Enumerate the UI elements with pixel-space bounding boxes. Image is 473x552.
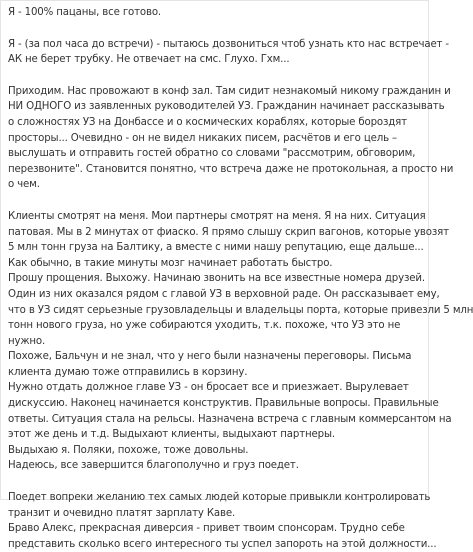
post-text-line: ответы. Ситуация стала на рельсы. Назначена встреча с главным коммерсантом на <box>8 413 452 425</box>
post-text-line: 5 млн тонн груза на Балтику, а вместе с ними нашу репутацию, еще дальше... <box>8 242 424 254</box>
post-paragraph <box>8 5 426 21</box>
post-text-line: НИ ОДНОГО из заявленных руководителей УЗ. Гражданин начинает рассказывать <box>8 101 445 113</box>
post-text-line: патовая. Мы в 2 минутах от фиаско. Я прямо слышу скрип вагонов, которые увозят <box>8 226 449 238</box>
post-paragraph <box>8 84 454 193</box>
post-text-line: дискуссию. Наконец начинается конструктив. Правильные вопросы. Правильные <box>8 398 439 410</box>
post-text-line: Поедет вопреки желанию тех самых людей которые привыкли контролировать <box>8 492 431 504</box>
post-text-line: транзит и очевидно платят зарплату Каве. <box>8 507 236 519</box>
post-text-line: АК не берет трубку. Не отвечает на смс. Глухо. Гхм... <box>8 54 290 66</box>
post-text-line: этот же день и т.д. Выдыхают клиенты, выдыхают партнеры. <box>8 429 335 441</box>
post-text-line: выслушать и отправить гостей обратно со словами "рассмотрим, обговорим, <box>8 148 416 160</box>
post-text-line: нужно. <box>8 335 46 347</box>
post-text-line: представить сколько всего интересного ты успел запороть на этой должности... <box>8 538 437 550</box>
post-text-line: Приходим. Нас провожают в конф зал. Там сидит незнакомый никому гражданин и <box>8 85 451 97</box>
post-text-line: Браво Алекс, прекрасная диверсия - привет твоим спонсорам. Трудно себе <box>8 523 405 535</box>
post-text-line: перезвоните". Становится понятно, что встреча даже не протокольная, а просто ни <box>8 163 454 175</box>
post-text-line: Похоже, Бальчун и не знал, что у него были назначены переговоры. Письма <box>8 351 412 363</box>
post-body <box>8 5 473 552</box>
post-text-line: Надеюсь, все завершится благополучно и груз поедет. <box>8 460 299 472</box>
post-text-line: Я - (за пол часа до встречи) - пытаюсь дозвониться чтоб узнать кто нас встречает - <box>8 38 449 50</box>
post-text-line: Как обычно, в такие минуты мозг начинает работать быстро. <box>8 257 333 269</box>
post-text-line: просторы... Очевидно - он не видел никаких писем, расчётов и его цель – <box>8 132 397 144</box>
post-text-line: о сложностях УЗ на Донбассе и о космических кораблях, которые бороздят <box>8 116 407 128</box>
post-text-line: что в УЗ сидят серьезные грузовладельцы и владельцы порта, которые привезли 5 млн <box>8 304 473 316</box>
post-text-line: клиента думаю тоже отправились в корзину. <box>8 366 248 378</box>
post-paragraph <box>8 37 449 68</box>
post-text-line: Один из них оказался рядом с главой УЗ в верховной раде. Он рассказывает ему, <box>8 288 440 300</box>
post-text-line: Я - 100% пацаны, все готово. <box>8 7 161 18</box>
post-text-line: Нужно отдать должное главе УЗ - он бросает все и приезжает. Вырулевает <box>8 382 409 394</box>
post-text-line: Клиенты смотрят на меня. Мои партнеры смотрят на меня. Я на них. Ситуация <box>8 210 426 222</box>
post-text-line: тонн нового груза, но уже собираются уходить, т.к. похоже, что УЗ это не <box>8 320 401 332</box>
post-text-line: о чем. <box>8 179 40 191</box>
post-paragraph <box>8 209 473 474</box>
post-paragraph <box>8 490 437 552</box>
post-text-line: Выдыхаю я. Поляки, похоже, тоже довольны. <box>8 444 249 456</box>
post-text-line: Прошу прощения. Выхожу. Начинаю звонить на все известные номера друзей. <box>8 273 425 285</box>
